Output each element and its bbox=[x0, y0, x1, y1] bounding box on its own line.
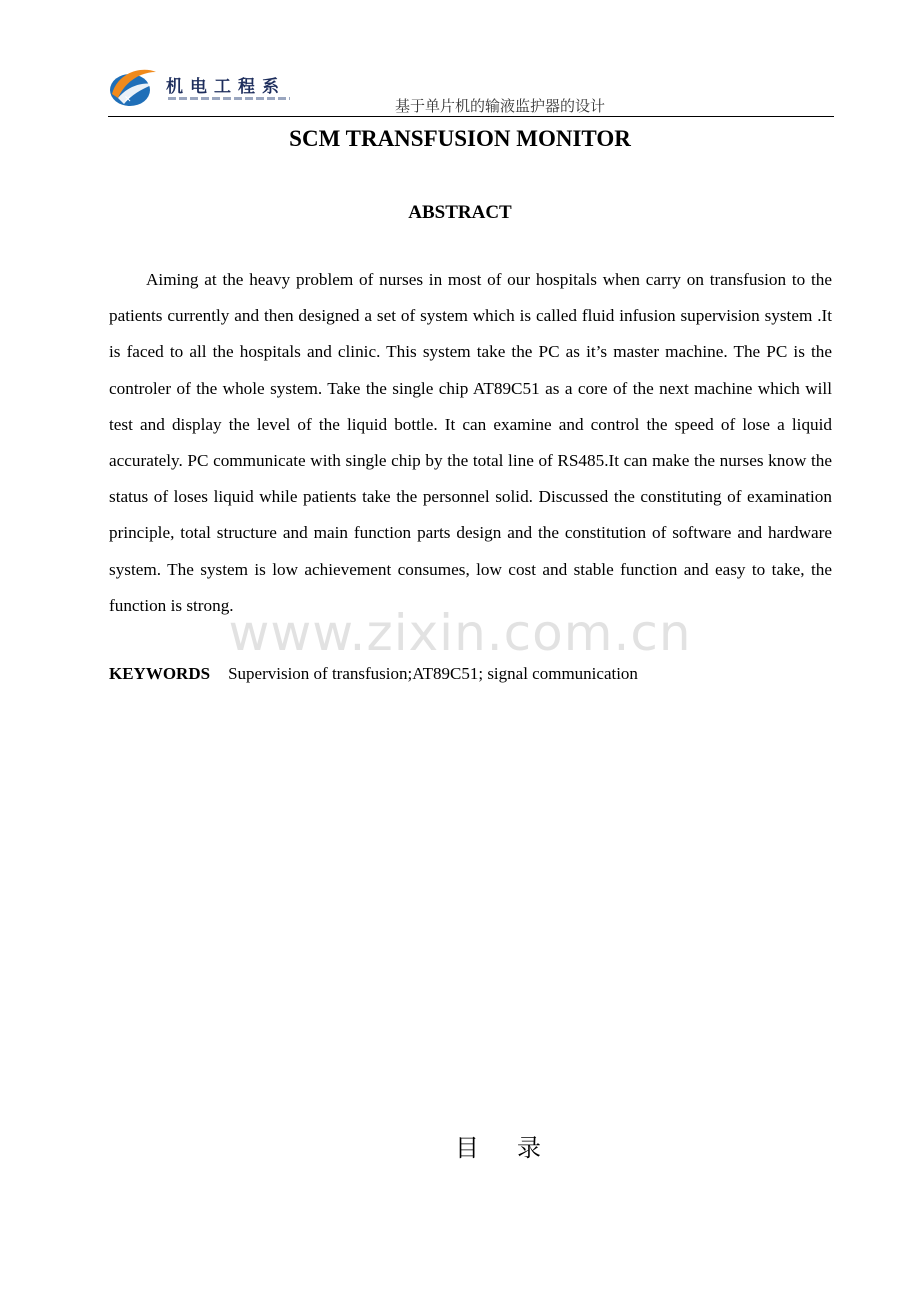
svg-text:✕: ✕ bbox=[124, 95, 132, 105]
logo-decoration bbox=[168, 97, 290, 100]
department-logo-text: 机电工程系 bbox=[166, 77, 286, 97]
toc-title: 目录 bbox=[455, 1134, 579, 1162]
abstract-body: Aiming at the heavy problem of nurses in most of our hospitals when carry on transfusion to the patients currently and then designed a set of system which is called fluid infusion supervision system .It is faced to all the hospitals and clinic. This system take the PC as it’s master machine. The PC is the controler of the whole system. Take the single chip AT89C51 as a core of the next machine which will test and display the level of the liquid bottle. It can examine and control the speed of lose a liquid accurately. PC communicate with single chip by the total line of RS485.It can make the nurses know the status of loses liquid while patients take the personnel solid. Discussed the constituting of examination principle, total structure and main function parts design and the constitution of software and hardware system. The system is low achievement consumes, low cost and stable function and easy to take, the function is strong. bbox=[109, 270, 832, 615]
department-logo-icon bbox=[108, 64, 158, 108]
page-header bbox=[108, 62, 834, 117]
running-title: 基于单片机的输液监护器的设计 bbox=[395, 97, 606, 115]
watermark: www.zixin.com.cn bbox=[228, 604, 692, 662]
abstract-heading: ABSTRACT bbox=[408, 202, 512, 223]
keywords-text: Supervision of transfusion;AT89C51; signal communication bbox=[228, 664, 638, 683]
keywords-label: KEYWORDS bbox=[109, 664, 211, 683]
keywords-line bbox=[109, 664, 638, 684]
document-title: SCM TRANSFUSION MONITOR bbox=[289, 126, 631, 151]
